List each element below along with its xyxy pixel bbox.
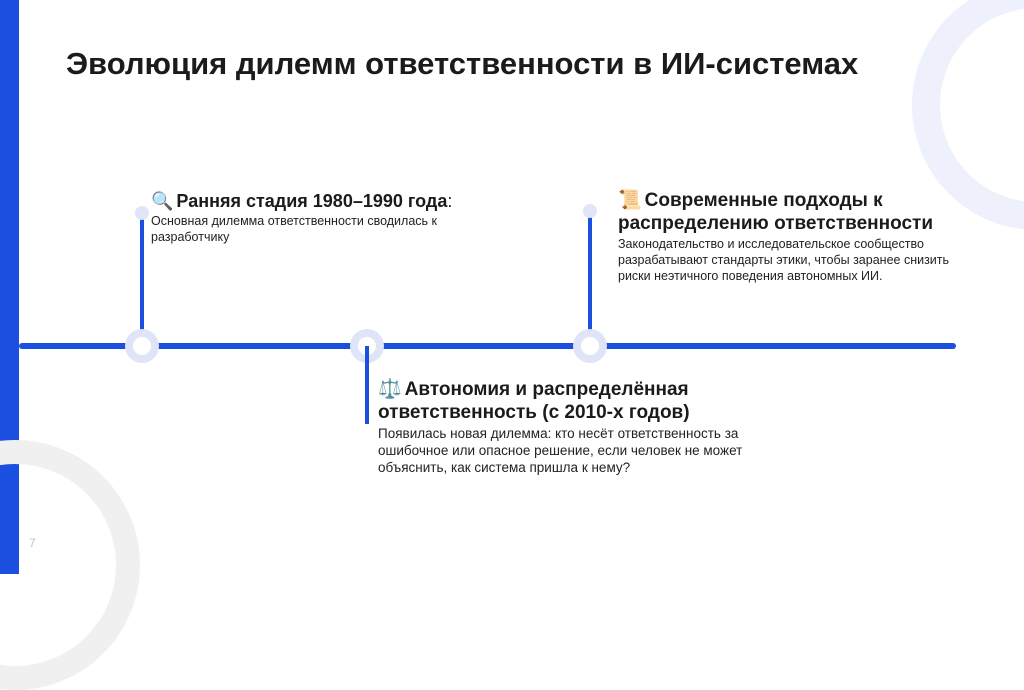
event-2-description: Появилась новая дилемма: кто несёт ответственность за ошибочное или опасное решение, если человек не может объяснить, как система пришла к нему? (378, 426, 743, 475)
scroll-icon: 📜 (618, 190, 642, 211)
event-3-title (618, 189, 968, 235)
event-1-title-text: Ранняя стадия 1980–1990 года (176, 191, 448, 211)
event-2-title (378, 378, 773, 424)
event-3-description: Законодательство и исследовательское сообщество разрабатывают стандарты этики, чтобы заранее снизить риски неэтичного поведения автономных ИИ. (618, 237, 950, 283)
timeline-node-3 (573, 329, 607, 363)
timeline-stem-3 (588, 212, 592, 346)
event-2-title-text: Автономия и распределённая ответственность (с 2010-х годов) (378, 379, 690, 423)
timeline-stem-1 (140, 212, 144, 346)
decorative-ring-bottom-left (0, 440, 140, 690)
timeline-event-3 (618, 189, 968, 284)
timeline-axis (19, 343, 956, 349)
event-1-description: Основная дилемма ответственности сводилась к разработчику (151, 214, 437, 244)
timeline-stem-2 (365, 346, 369, 424)
slide-title: Эволюция дилемм ответственности в ИИ-системах (66, 46, 859, 81)
page-number: 7 (29, 536, 36, 550)
event-3-title-text: Современные подходы к распределению ответственности (618, 190, 934, 234)
event-1-title (151, 190, 496, 212)
timeline-event-2 (378, 378, 773, 476)
event-1-title-suffix: : (447, 191, 453, 211)
magnifier-icon: 🔍 (151, 191, 174, 211)
timeline-stem-top-dot-1 (135, 206, 149, 220)
scales-icon: ⚖️ (378, 379, 402, 400)
timeline-stem-top-dot-3 (583, 204, 597, 218)
timeline-event-1 (151, 190, 496, 245)
timeline-node-1 (125, 329, 159, 363)
